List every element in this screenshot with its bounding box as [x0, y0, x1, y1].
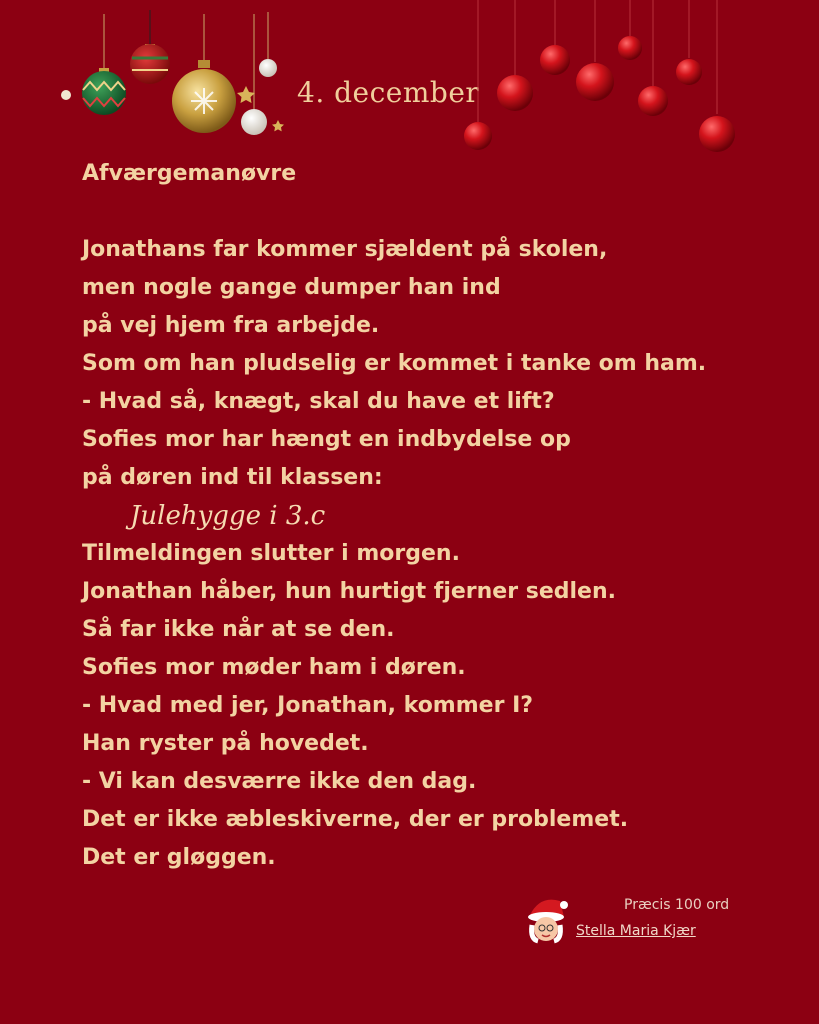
author-link[interactable]: Stella Maria Kjær	[576, 923, 696, 939]
story-line: - Vi kan desværre ikke den dag.	[82, 769, 477, 794]
story-line: Det er gløggen.	[82, 845, 276, 870]
story-line: - Hvad med jer, Jonathan, kommer I?	[82, 693, 534, 718]
story-line: Tilmeldingen slutter i morgen.	[82, 541, 460, 566]
story-line: på døren ind til klassen:	[82, 465, 383, 490]
invitation-title: Julehygge i 3.c	[130, 501, 326, 531]
story-line: Det er ikke æbleskiverne, der er problemet.	[82, 807, 629, 832]
story-line: på vej hjem fra arbejde.	[82, 313, 380, 338]
story-line: men nogle gange dumper han ind	[82, 275, 501, 300]
story-line: Som om han pludselig er kommet i tanke om ham.	[82, 351, 707, 376]
story-line: Så far ikke når at se den.	[82, 617, 395, 642]
story-title: Afværgemanøvre	[82, 161, 297, 186]
signature	[524, 895, 764, 955]
red-baubles-icon	[455, 0, 755, 160]
story-line: Jonathans far kommer sjældent på skolen,	[82, 237, 608, 262]
page-date: 4. december	[297, 76, 480, 109]
story-line: Han ryster på hovedet.	[82, 731, 369, 756]
story-line: Sofies mor har hængt en indbydelse op	[82, 427, 571, 452]
spacer	[82, 193, 782, 231]
story	[82, 155, 782, 877]
santa-hat-avatar-icon	[524, 895, 570, 945]
story-line: - Hvad så, knægt, skal du have et lift?	[82, 389, 555, 414]
story-line: Sofies mor møder ham i døren.	[82, 655, 466, 680]
christmas-baubles-icon	[50, 0, 290, 145]
word-count: Præcis 100 ord	[624, 897, 730, 913]
story-line: Jonathan håber, hun hurtigt fjerner sedlen.	[82, 579, 616, 604]
